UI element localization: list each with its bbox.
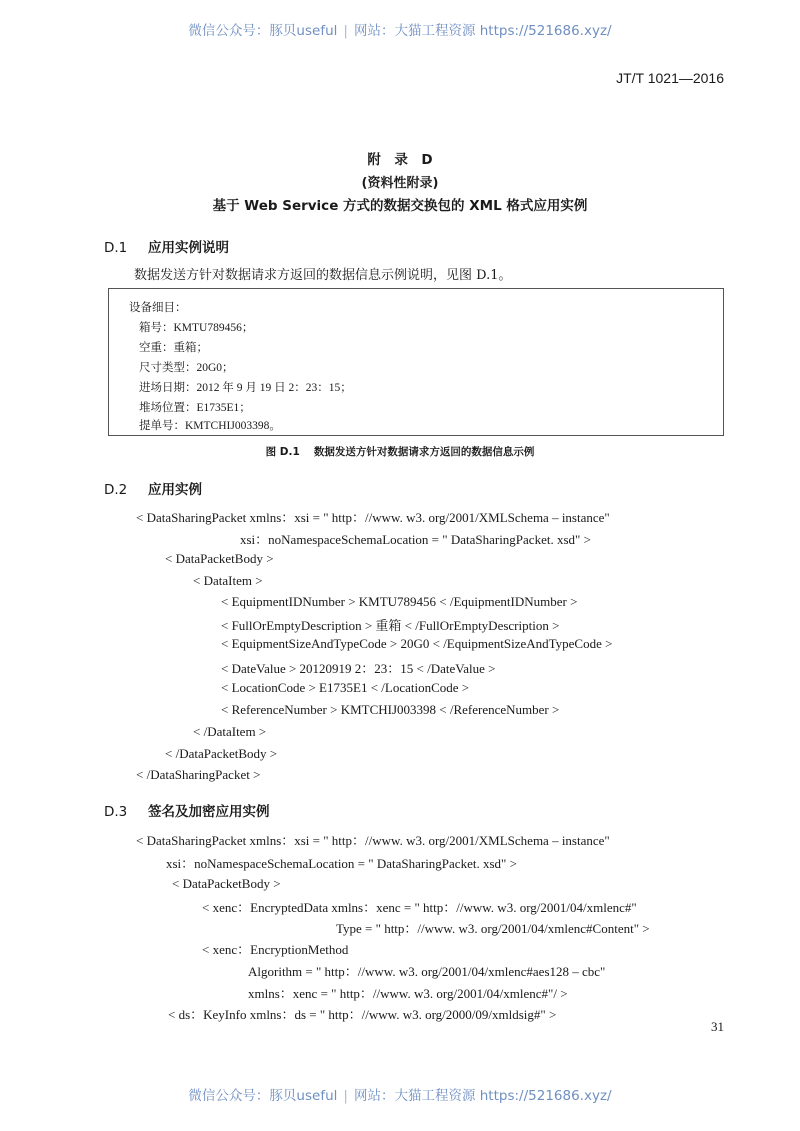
page-number: 31 [711, 1019, 724, 1034]
code-line: Type = " http：//www. w3. org/2001/04/xmlenc#Content" > [336, 921, 650, 936]
figure-caption-text: 数据发送方针对数据请求方返回的数据信息示例 [313, 446, 535, 458]
section-number: D.2 [104, 482, 128, 498]
code-line: < DataSharingPacket xmlns：xsi = " http：//www. w3. org/2001/XMLSchema – instance" [136, 510, 610, 525]
figure-line: 箱号：KMTU789456； [139, 322, 254, 334]
section-number: D.3 [104, 804, 128, 820]
standard-code: JT/T 1021—2016 [616, 70, 724, 86]
watermark-bottom [0, 1084, 800, 1104]
appendix-title: 附 录 D [367, 152, 433, 168]
section-heading-d3 [104, 800, 270, 820]
code-line: < DataPacketBody > [172, 876, 281, 891]
watermark-left-text: 微信公众号：豚贝useful [188, 1088, 338, 1104]
figure-line: 进场日期：2012 年 9 月 19 日 2：23：15； [139, 382, 352, 394]
watermark-separator: | [343, 1088, 348, 1104]
code-line: < DataSharingPacket xmlns：xsi = " http：//www. w3. org/2001/XMLSchema – instance" [136, 833, 610, 848]
code-line: < DataPacketBody > [165, 551, 274, 566]
section-heading-d2 [104, 478, 202, 498]
code-line: < EquipmentIDNumber > KMTU789456 < /EquipmentIDNumber > [221, 594, 578, 609]
figure-line: 空重：重箱； [139, 342, 208, 354]
figure-line: 设备细目： [129, 302, 187, 314]
watermark-left-text: 微信公众号：豚贝useful [188, 23, 338, 39]
code-line: < DataItem > [193, 573, 263, 588]
section-title: 应用实例说明 [148, 240, 229, 256]
code-line: < DateValue > 20120919 2：23：15 < /DateValue > [221, 661, 496, 676]
code-line: xsi：noNamespaceSchemaLocation = " DataSharingPacket. xsd" > [240, 532, 591, 547]
watermark-right-text: 网站：大猫工程资源 https://521686.xyz/ [353, 1088, 612, 1104]
appendix-type: (资料性附录) [361, 176, 439, 191]
code-line: Algorithm = " http：//www. w3. org/2001/04/xmlenc#aes128 – cbc" [248, 964, 606, 979]
appendix-subtitle: 基于 Web Service 方式的数据交换包的 XML 格式应用实例 [212, 198, 588, 214]
section-title: 应用实例 [148, 482, 202, 498]
code-line: < /DataItem > [193, 724, 267, 739]
code-line: < FullOrEmptyDescription > 重箱 < /FullOrEmptyDescription > [221, 618, 560, 633]
figure-line: 提单号：KMTCHIJ003398。 [139, 420, 281, 432]
code-line: xsi：noNamespaceSchemaLocation = " DataSharingPacket. xsd" > [166, 856, 517, 871]
code-line: < LocationCode > E1735E1 < /LocationCode > [221, 680, 470, 695]
code-line: < xenc：EncryptedData xmlns：xenc = " http：//www. w3. org/2001/04/xmlenc#" [202, 900, 637, 915]
figure-caption [0, 444, 800, 459]
code-line: < ds：KeyInfo xmlns：ds = " http：//www. w3. org/2000/09/xmldsig#" > [168, 1007, 557, 1022]
code-line: < /DataPacketBody > [165, 746, 278, 761]
figure-d1-box [108, 288, 724, 436]
section-heading-d1 [104, 236, 229, 256]
code-line: < xenc：EncryptionMethod [202, 942, 349, 957]
watermark-top [0, 19, 800, 39]
code-line: < EquipmentSizeAndTypeCode > 20G0 < /EquipmentSizeAndTypeCode > [221, 636, 613, 651]
section-number: D.1 [104, 240, 128, 256]
code-line: < ReferenceNumber > KMTCHIJ003398 < /ReferenceNumber > [221, 702, 560, 717]
code-line: xmlns：xenc = " http：//www. w3. org/2001/04/xmlenc#"/ > [248, 986, 568, 1001]
code-line: < /DataSharingPacket > [136, 767, 261, 782]
section-paragraph: 数据发送方针对数据请求方返回的数据信息示例说明，见图 D.1。 [134, 268, 512, 283]
watermark-separator: | [343, 23, 348, 39]
figure-line: 尺寸类型：20G0； [139, 362, 234, 374]
watermark-right-text: 网站：大猫工程资源 https://521686.xyz/ [353, 23, 612, 39]
section-title: 签名及加密应用实例 [148, 804, 270, 820]
figure-caption-number: 图 D.1 [265, 446, 300, 458]
figure-line: 堆场位置：E1735E1； [139, 402, 251, 414]
